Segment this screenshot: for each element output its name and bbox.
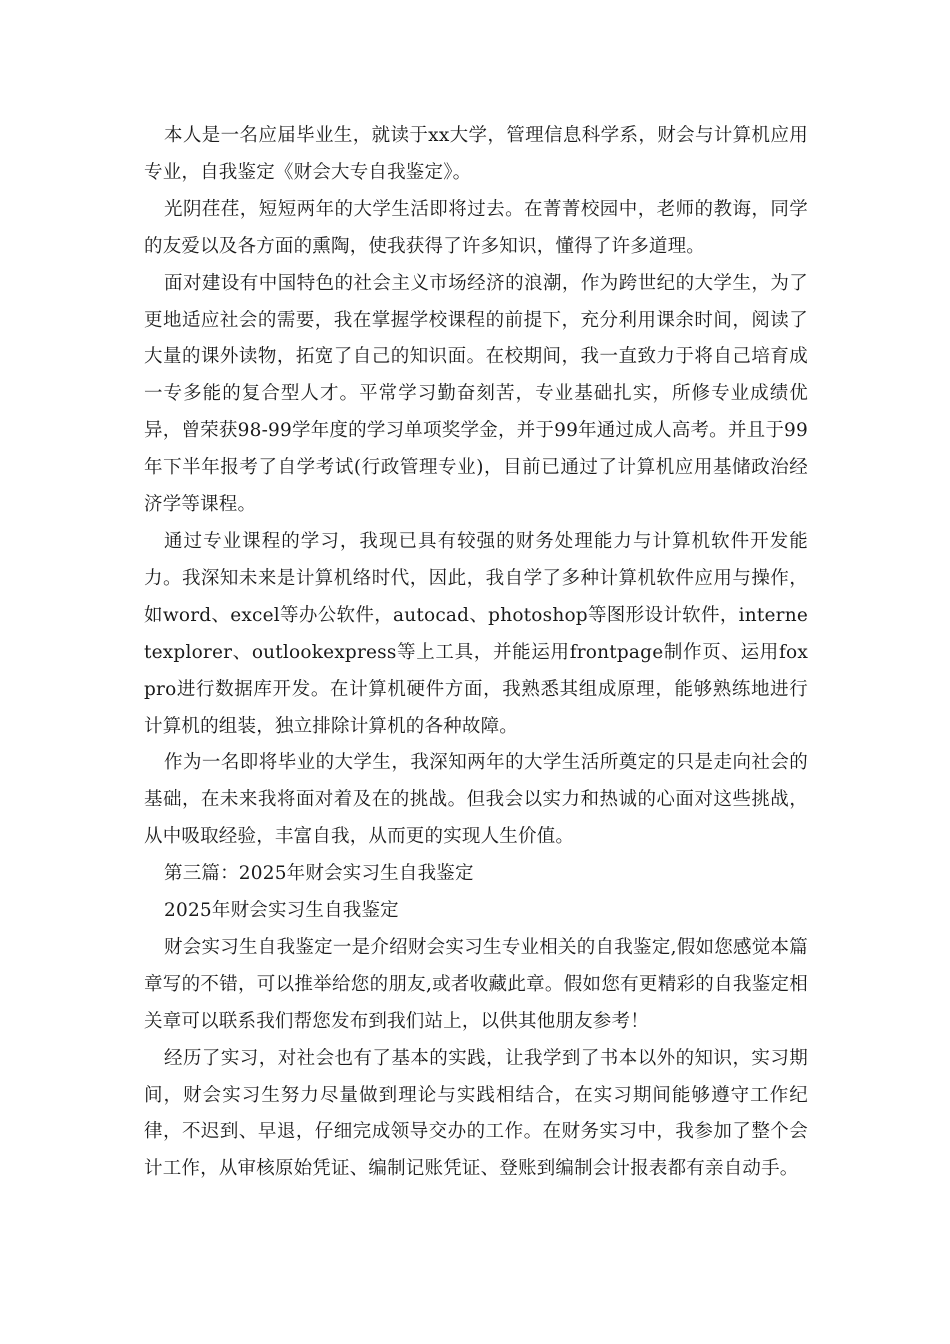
document-body bbox=[144, 118, 808, 1188]
paragraph-future: 作为一名即将毕业的大学生，我深知两年的大学生活所奠定的只是走向社会的基础，在未来我将面对着及在的挑战。但我会以实力和热诚的心面对这些挑战，从中吸取经验，丰富自我，从而更的实现人生价值。 bbox=[144, 752, 808, 848]
section-title: 2025年财会实习生自我鉴定 bbox=[164, 900, 399, 922]
section-heading-part-three: 第三篇：2025年财会实习生自我鉴定 bbox=[164, 863, 474, 885]
paragraph-study: 面对建设有中国特色的社会主义市场经济的浪潮，作为跨世纪的大学生，为了更地适应社会的需要，我在掌握学校课程的前提下，充分利用课余时间，阅读了大量的课外读物，拓宽了自己的知识面。在校期间，我一直致力于将自己培育成一专多能的复合型人才。平常学习勤奋刻苦，专业基础扎实，所修专业成绩优异，曾荣获98-99学年度的学习单项奖学金，并于99年通过成人高考。并且于99年下半年报考了自学考试(行政管理专业)，目前已通过了计算机应用基储政治经济学等课程。 bbox=[144, 272, 808, 516]
paragraph-college-life: 光阴荏荏，短短两年的大学生活即将过去。在菁菁校园中，老师的教诲，同学的友爱以及各方面的熏陶，使我获得了许多知识，懂得了许多道理。 bbox=[144, 198, 808, 257]
paragraph-internship: 经历了实习，对社会也有了基本的实践，让我学到了书本以外的知识，实习期间，财会实习生努力尽量做到理论与实践相结合，在实习期间能够遵守工作纪律，不迟到、早退，仔细完成领导交办的工作。在财务实习中，我参加了整个会计工作，从审核原始凭证、编制记账凭证、登账到编制会计报表都有亲自动手。 bbox=[144, 1047, 808, 1180]
paragraph-intro: 本人是一名应届毕业生，就读于xx大学，管理信息科学系，财会与计算机应用专业，自我鉴定《财会大专自我鉴定》。 bbox=[144, 125, 808, 183]
paragraph-computer-skills: 通过专业课程的学习，我现已具有较强的财务处理能力与计算机软件开发能力。我深知未来是计算机络时代，因此，我自学了多种计算机软件应用与操作，如word、excel等办公软件，autocad、photoshop等图形设计软件，internetexplorer、outlookexpress等上工具，并能运用frontpage制作页、运用foxpro进行数据库开发。在计算机硬件方面，我熟悉其组成原理，能够熟练地进行计算机的组装，独立排除计算机的各种故障。 bbox=[144, 530, 808, 737]
paragraph-article-intro: 财会实习生自我鉴定一是介绍财会实习生专业相关的自我鉴定,假如您感觉本篇章写的不错，可以推举给您的朋友,或者收藏此章。假如您有更精彩的自我鉴定相关章可以联系我们帮您发布到我们站上，以供其他朋友参考！ bbox=[144, 936, 808, 1032]
